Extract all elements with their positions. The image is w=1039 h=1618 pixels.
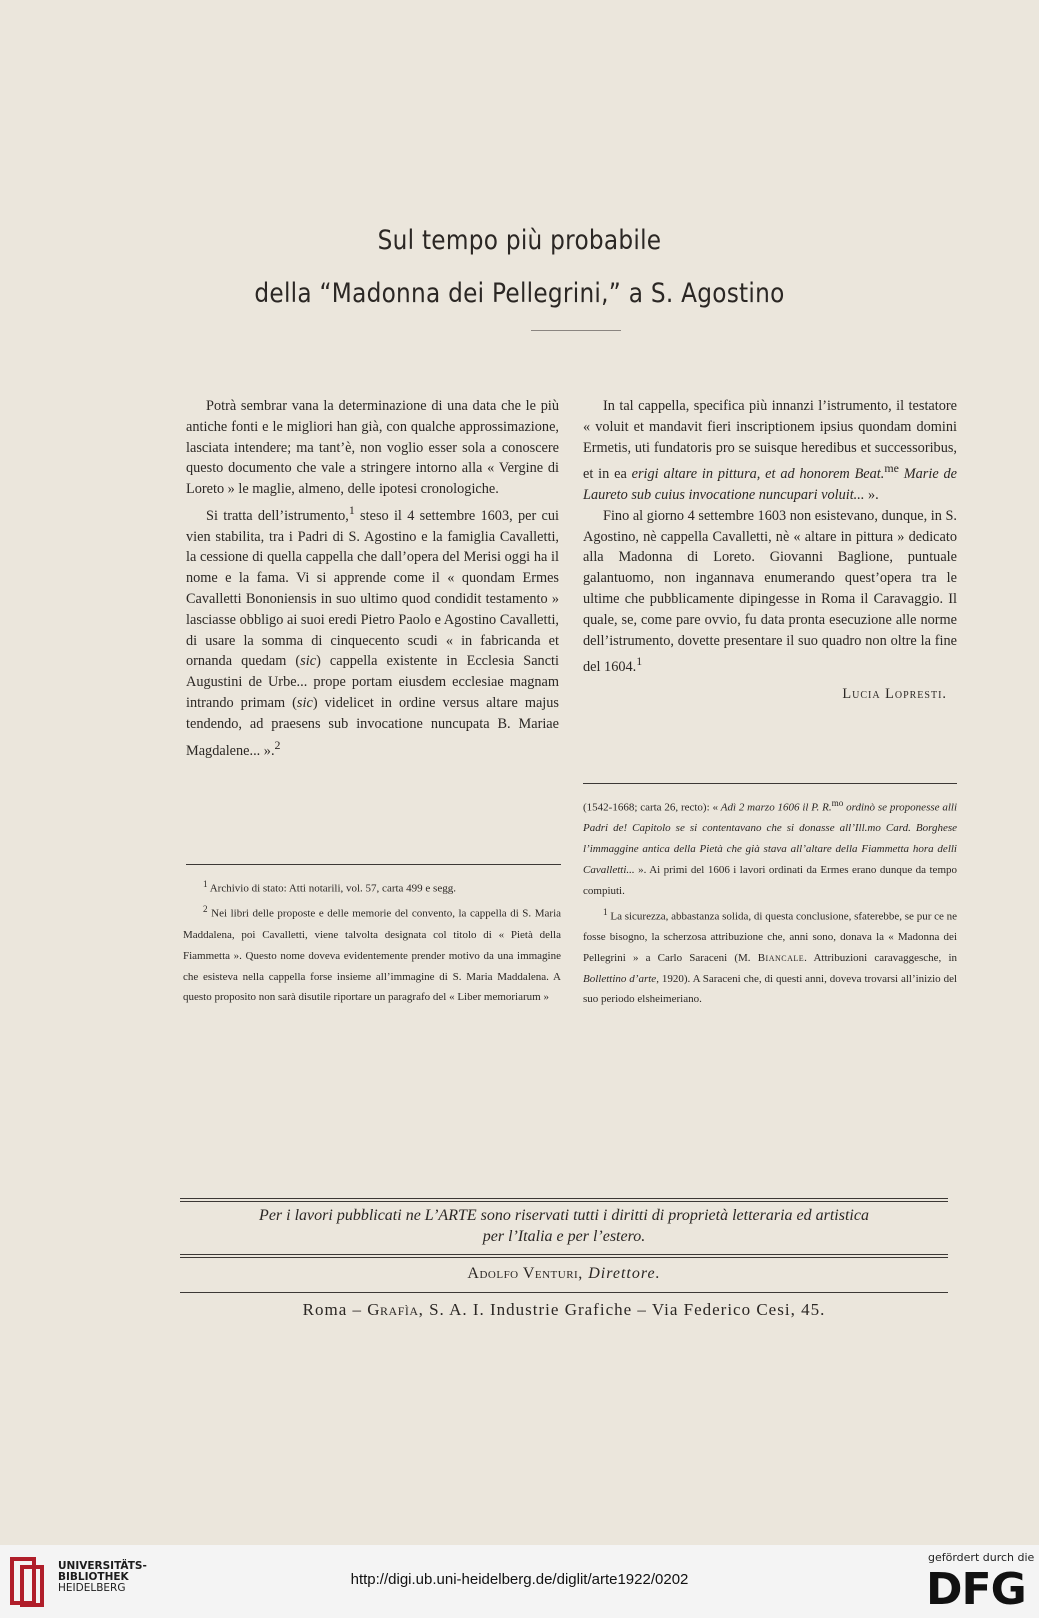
sic-mark-2: sic	[296, 694, 313, 711]
right-p1-italic-2: Marie de Laureto sub cuius invocatione nuncupari voluit...	[583, 466, 957, 503]
article-title-line1: Sul tempo più probabile	[377, 225, 662, 256]
right-p1-sup: me	[884, 461, 899, 476]
rights-notice	[180, 1205, 948, 1247]
sic-mark-1: sic	[300, 653, 317, 670]
footnote-2-mark: 2	[203, 904, 208, 915]
fn-cont-italic-2: ordinò se proponesse alli Padri de! Capitolo se si contentavano che si donasse all’Ill.mo Card. Borghese l’immaggine antica della Pietà che già stava all’altare della Fiammetta hora delli Cavalletti...	[583, 801, 957, 877]
footnote-right-1-mark: 1	[603, 906, 608, 917]
fn-r1-c: , 1920). A Saraceni che, di questi anni, doveva trovarsi all’inizio del suo periodo elsheimeriano.	[583, 972, 958, 1006]
colophon-rule-1a	[180, 1198, 948, 1199]
fn-cont-italic: Adì 2 marzo 1606 il P. R.	[720, 801, 832, 814]
rights-journal: L’ARTE	[424, 1207, 477, 1224]
footnote-2	[183, 899, 561, 1008]
footnote-1-text: Archivio di stato: Atti notarili, vol. 57, carta 499 e segg.	[209, 882, 456, 895]
funded-by-label: gefördert durch die	[928, 1551, 1035, 1564]
author-signature: Lucia Lopresti.	[842, 685, 947, 702]
footnote-ref-right: 1	[636, 654, 643, 669]
rights-text-a: Per i lavori pubblicati ne	[259, 1207, 425, 1224]
footnote-divider-left	[186, 864, 561, 865]
director-role: Direttore.	[588, 1265, 661, 1282]
page-url-link[interactable]: http://digi.ub.uni-heidelberg.de/diglit/arte1922/0202	[350, 1571, 689, 1588]
left-column	[186, 396, 559, 761]
rights-line-1	[180, 1205, 948, 1226]
library-name-line1: UNIVERSITÄTS-	[58, 1560, 147, 1572]
library-name-line2: BIBLIOTHEK	[58, 1571, 129, 1583]
fn-cont-sup: mo	[831, 798, 844, 808]
right-p1-italic: erigi altare in pittura, et ad honorem Beat.	[631, 466, 885, 483]
fn-r1-b: . Attribuzioni caravaggesche, in	[804, 951, 957, 964]
left-p2-text-b: steso il 4 settembre 1603, per cui vien stabilita, tra i Padri di S. Agostino e la famiglia Cavalletti, la cessione di quella cappella che dall’opera del Merisi oggi ha il nome e la fama. Vi si apprende come il « quondam Ermes Cavalletti Bononiensis in suo ultimo quod condidit testamento » lasciasse obbligo ai suoi eredi Pietro Paolo e Agostino Cavalletti, di usare la somma di cinquecento scudi « in fabricanda et ornanda quedam (	[186, 507, 559, 670]
left-p2-text-c: ) cappella existente in Ecclesia Sancti Augustini de Urbe... prope portam eiusdem ecclesiae magnam intrando primam (	[186, 653, 559, 711]
printer-text-b: , S. A. I. Industrie Grafiche – Via Federico Cesi, 45.	[418, 1300, 826, 1319]
printer-text-a: Roma –	[302, 1300, 368, 1319]
left-p2-text-a: Si tratta dell’istrumento,	[206, 507, 349, 524]
director-name: Adolfo Venturi	[467, 1265, 579, 1282]
colophon-rule-2a	[180, 1254, 948, 1255]
footnote-2-text: Nei libri delle proposte e delle memorie del convento, la cappella di S. Maria Maddalena, poi Cavalletti, viene talvolta designata col titolo di « Pietà della Fiammetta ». Questo nome doveva evidentemente prender motivo da una immagine che esisteva nella cappella forse insieme all’immagine di S. Maria Maddalena. A questo proposito non sarà disutile riportare un paragrafo del « Liber memoriarum »	[183, 908, 562, 1004]
director-line: Adolfo Venturi, Direttore.	[467, 1265, 661, 1282]
fn-r1-author: Biancale	[757, 951, 805, 964]
right-column	[583, 396, 957, 705]
left-p2-text-d: ) videlicet in ordine versus altare majus tendendo, ad praesens sub invocatione nuncupata B. Mariae Magdalene... ».	[186, 694, 559, 759]
footnote-1	[183, 874, 561, 899]
fn-cont-b: ». Ai primi del 1606 i lavori ordinati da Ermes erano dunque da tempo compiuti.	[583, 864, 957, 897]
rights-line-2: per l’Italia e per l’estero.	[482, 1228, 646, 1245]
footnotes-left	[183, 874, 561, 1008]
article-title-line2: della “Madonna dei Pellegrini,” a S. Agostino	[254, 278, 785, 309]
footnote-ref-2: 2	[274, 737, 281, 752]
right-p1-text-a: In tal cappella, specifica più innanzi l’istrumento, il testatore « voluit et mandavit fieri inscriptionem ipsius quondam domini Ermetis, uti fundatoris pro se suisque heredibus et successoribus, et in ea	[583, 398, 957, 483]
colophon-rule-2b	[180, 1257, 948, 1258]
library-name-line3: HEIDELBERG	[58, 1582, 126, 1594]
fn-r1-journal: Bollettino d’arte	[583, 972, 657, 985]
printer-line	[180, 1300, 948, 1320]
title-divider	[531, 330, 621, 331]
colophon-rule-1b	[180, 1201, 948, 1202]
dfg-logo: DFG	[926, 1564, 1026, 1615]
right-paragraph-2	[583, 506, 957, 678]
footnotes-right	[583, 793, 957, 1010]
fn-r1-a: La sicurezza, abbastanza solida, di questa conclusione, sfaterebbe, se pur ce ne fosse bisogno, la scherzosa attribuzione che, anni sono, donava la « Madonna dei Pellegrini » a Carlo Saraceni (M.	[583, 910, 958, 964]
right-paragraph-1	[583, 396, 957, 506]
left-paragraph-2	[186, 500, 559, 761]
footnote-divider-right	[583, 783, 957, 784]
colophon-rule-3	[180, 1292, 948, 1293]
left-paragraph-1: Potrà sembrar vana la determinazione di una data che le più antiche fonti e le migliori han già, con qualche approssimazione, lasciata intendere; ma tant’è, non voglio esser sola a conoscere questo documento che vale a stringere intorno alla « Vergine di Loreto » le maglie, almeno, delle ipotesi cronologiche.	[186, 398, 559, 498]
printer-name: Grafìa	[367, 1300, 419, 1319]
right-p1-end: ».	[864, 486, 879, 503]
footnote-1-mark: 1	[203, 879, 208, 889]
fn-cont-a: (1542-1668; carta 26, recto): «	[583, 801, 721, 814]
footnote-ref-1: 1	[348, 502, 355, 517]
footnote-right-1	[583, 902, 957, 1011]
footnote-2-continuation	[583, 793, 957, 902]
viewer-bottom-bar	[0, 1545, 1039, 1618]
right-p2-text: Fino al giorno 4 settembre 1603 non esistevano, dunque, in S. Agostino, nè cappella Cavalletti, nè « altare in pittura » dedicato alla Madonna di Loreto. Giovanni Baglione, puntuale galantuomo, non ingannava enumerando quest’opera tra le ultime che pubblicamente dipingesse in Roma il Caravaggio. Il quale, se, come pare ovvio, fu data pronta esecuzione alle norme dell’istrumento, dovette presentare il suo quadro non oltre la fine del 1604.	[583, 507, 957, 676]
rights-text-b: sono riservati tutti i diritti di proprietà letteraria ed artistica	[476, 1207, 869, 1224]
